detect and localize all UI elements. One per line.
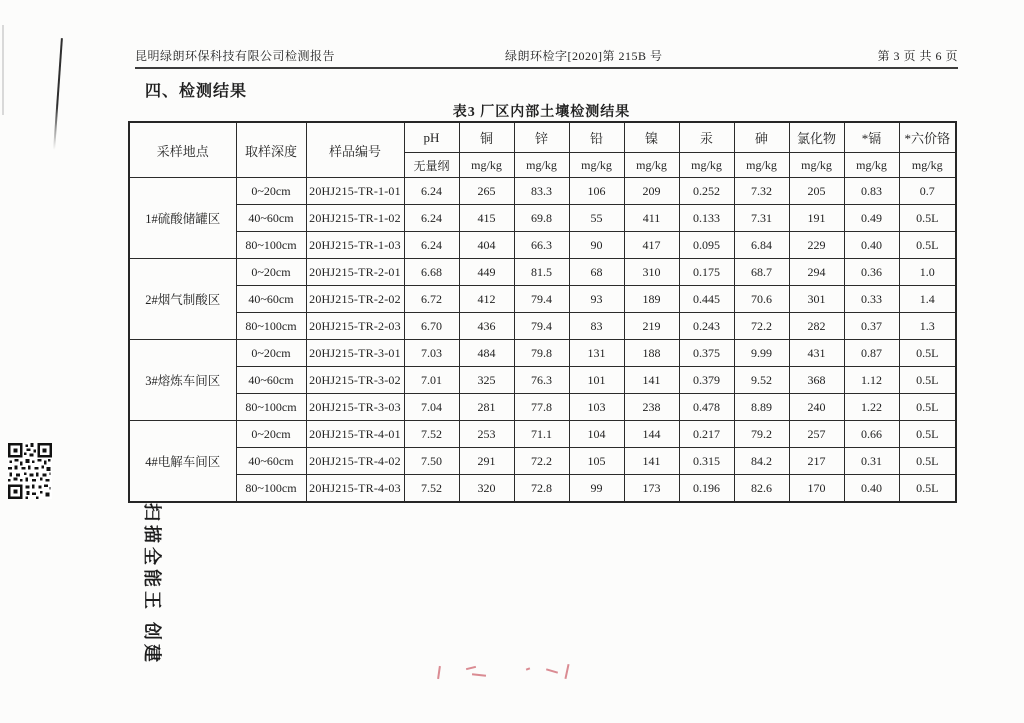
value-cell: 415: [459, 205, 514, 232]
unit-header: mg/kg: [569, 153, 624, 178]
value-cell: 1.3: [899, 313, 956, 340]
value-cell: 83: [569, 313, 624, 340]
column-header: 铅: [569, 122, 624, 153]
value-cell: 0.478: [679, 394, 734, 421]
value-cell: 6.24: [404, 178, 459, 205]
table-row: [129, 475, 956, 503]
page-number: 第 3 页 共 6 页: [877, 49, 958, 63]
depth-cell: 0~20cm: [236, 259, 306, 286]
value-cell: 71.1: [514, 421, 569, 448]
value-cell: 0.5L: [899, 340, 956, 367]
sample-id-cell: 20HJ215-TR-1-03: [306, 232, 404, 259]
sample-id-cell: 20HJ215-TR-2-03: [306, 313, 404, 340]
document-number: 绿朗环检字[2020]第 215B 号: [505, 49, 663, 63]
value-cell: 0.379: [679, 367, 734, 394]
value-cell: 104: [569, 421, 624, 448]
unit-header: mg/kg: [734, 153, 789, 178]
value-cell: 7.01: [404, 367, 459, 394]
value-cell: 0.252: [679, 178, 734, 205]
value-cell: 170: [789, 475, 844, 503]
value-cell: 0.5L: [899, 475, 956, 503]
depth-cell: 40~60cm: [236, 448, 306, 475]
location-cell: 1#硫酸储罐区: [129, 178, 236, 259]
value-cell: 0.40: [844, 232, 899, 259]
value-cell: 281: [459, 394, 514, 421]
sample-id-cell: 20HJ215-TR-4-01: [306, 421, 404, 448]
value-cell: 0.66: [844, 421, 899, 448]
value-cell: 0.095: [679, 232, 734, 259]
depth-cell: 40~60cm: [236, 205, 306, 232]
sample-id-cell: 20HJ215-TR-1-01: [306, 178, 404, 205]
value-cell: 103: [569, 394, 624, 421]
depth-cell: 40~60cm: [236, 286, 306, 313]
value-cell: 310: [624, 259, 679, 286]
value-cell: 449: [459, 259, 514, 286]
value-cell: 0.36: [844, 259, 899, 286]
column-header: 氯化物: [789, 122, 844, 153]
value-cell: 265: [459, 178, 514, 205]
depth-cell: 80~100cm: [236, 475, 306, 503]
value-cell: 79.4: [514, 313, 569, 340]
column-header: pH: [404, 122, 459, 153]
value-cell: 8.89: [734, 394, 789, 421]
value-cell: 257: [789, 421, 844, 448]
value-cell: 7.31: [734, 205, 789, 232]
table-row: [129, 178, 956, 205]
unit-header: mg/kg: [624, 153, 679, 178]
sample-id-cell: 20HJ215-TR-2-02: [306, 286, 404, 313]
report-company-title: 昆明绿朗环保科技有限公司检测报告: [135, 49, 336, 63]
camscanner-watermark-text: 扫描全能王 创建: [142, 503, 162, 667]
value-cell: 99: [569, 475, 624, 503]
value-cell: 90: [569, 232, 624, 259]
value-cell: 0.5L: [899, 394, 956, 421]
qr-code-icon: [8, 443, 52, 499]
value-cell: 0.5L: [899, 232, 956, 259]
column-header: 取样深度: [236, 122, 306, 178]
value-cell: 79.2: [734, 421, 789, 448]
value-cell: 144: [624, 421, 679, 448]
column-header: 铜: [459, 122, 514, 153]
scan-crease-artifact: [53, 38, 62, 150]
scan-edge-artifact: [2, 25, 4, 115]
value-cell: 77.8: [514, 394, 569, 421]
value-cell: 93: [569, 286, 624, 313]
value-cell: 436: [459, 313, 514, 340]
column-header: 镍: [624, 122, 679, 153]
value-cell: 0.37: [844, 313, 899, 340]
value-cell: 301: [789, 286, 844, 313]
value-cell: 238: [624, 394, 679, 421]
value-cell: 1.4: [899, 286, 956, 313]
value-cell: 484: [459, 340, 514, 367]
value-cell: 0.49: [844, 205, 899, 232]
depth-cell: 80~100cm: [236, 313, 306, 340]
value-cell: 0.83: [844, 178, 899, 205]
value-cell: 72.2: [514, 448, 569, 475]
depth-cell: 0~20cm: [236, 178, 306, 205]
value-cell: 0.5L: [899, 448, 956, 475]
table-row: [129, 394, 956, 421]
value-cell: 131: [569, 340, 624, 367]
value-cell: 79.4: [514, 286, 569, 313]
value-cell: 9.99: [734, 340, 789, 367]
value-cell: 0.133: [679, 205, 734, 232]
results-table: [128, 121, 957, 503]
value-cell: 412: [459, 286, 514, 313]
value-cell: 189: [624, 286, 679, 313]
value-cell: 240: [789, 394, 844, 421]
depth-cell: 40~60cm: [236, 367, 306, 394]
column-header: 汞: [679, 122, 734, 153]
value-cell: 0.445: [679, 286, 734, 313]
value-cell: 82.6: [734, 475, 789, 503]
value-cell: 84.2: [734, 448, 789, 475]
location-cell: 4#电解车间区: [129, 421, 236, 503]
value-cell: 191: [789, 205, 844, 232]
value-cell: 76.3: [514, 367, 569, 394]
value-cell: 141: [624, 448, 679, 475]
value-cell: 294: [789, 259, 844, 286]
table-title: 表3 厂区内部土壤检测结果: [452, 105, 631, 120]
value-cell: 188: [624, 340, 679, 367]
column-header: 锌: [514, 122, 569, 153]
red-stamp-marks: [438, 662, 588, 686]
value-cell: 0.175: [679, 259, 734, 286]
table-row: [129, 340, 956, 367]
value-cell: 0.196: [679, 475, 734, 503]
column-header: *镉: [844, 122, 899, 153]
value-cell: 6.24: [404, 205, 459, 232]
value-cell: 141: [624, 367, 679, 394]
value-cell: 72.8: [514, 475, 569, 503]
value-cell: 81.5: [514, 259, 569, 286]
value-cell: 0.375: [679, 340, 734, 367]
value-cell: 209: [624, 178, 679, 205]
value-cell: 6.72: [404, 286, 459, 313]
value-cell: 0.31: [844, 448, 899, 475]
value-cell: 0.243: [679, 313, 734, 340]
value-cell: 411: [624, 205, 679, 232]
value-cell: 6.68: [404, 259, 459, 286]
value-cell: 173: [624, 475, 679, 503]
table-row: [129, 421, 956, 448]
sample-id-cell: 20HJ215-TR-3-03: [306, 394, 404, 421]
value-cell: 9.52: [734, 367, 789, 394]
section-title: 四、检测结果: [145, 83, 248, 100]
table-row: [129, 205, 956, 232]
value-cell: 291: [459, 448, 514, 475]
unit-header: mg/kg: [899, 153, 956, 178]
sample-id-cell: 20HJ215-TR-3-02: [306, 367, 404, 394]
value-cell: 0.40: [844, 475, 899, 503]
value-cell: 320: [459, 475, 514, 503]
value-cell: 0.315: [679, 448, 734, 475]
table-row: [129, 448, 956, 475]
value-cell: 72.2: [734, 313, 789, 340]
value-cell: 253: [459, 421, 514, 448]
depth-cell: 80~100cm: [236, 232, 306, 259]
value-cell: 7.52: [404, 475, 459, 503]
unit-header: mg/kg: [514, 153, 569, 178]
column-header: 砷: [734, 122, 789, 153]
value-cell: 0.7: [899, 178, 956, 205]
column-header: 采样地点: [129, 122, 236, 178]
value-cell: 7.50: [404, 448, 459, 475]
sample-id-cell: 20HJ215-TR-3-01: [306, 340, 404, 367]
value-cell: 7.04: [404, 394, 459, 421]
value-cell: 404: [459, 232, 514, 259]
value-cell: 7.52: [404, 421, 459, 448]
value-cell: 205: [789, 178, 844, 205]
sample-id-cell: 20HJ215-TR-2-01: [306, 259, 404, 286]
value-cell: 1.12: [844, 367, 899, 394]
value-cell: 55: [569, 205, 624, 232]
value-cell: 68.7: [734, 259, 789, 286]
sample-id-cell: 20HJ215-TR-4-03: [306, 475, 404, 503]
value-cell: 66.3: [514, 232, 569, 259]
value-cell: 105: [569, 448, 624, 475]
value-cell: 83.3: [514, 178, 569, 205]
value-cell: 417: [624, 232, 679, 259]
value-cell: 229: [789, 232, 844, 259]
depth-cell: 0~20cm: [236, 340, 306, 367]
value-cell: 0.217: [679, 421, 734, 448]
value-cell: 79.8: [514, 340, 569, 367]
value-cell: 1.0: [899, 259, 956, 286]
unit-header: mg/kg: [679, 153, 734, 178]
sample-id-cell: 20HJ215-TR-4-02: [306, 448, 404, 475]
location-cell: 2#烟气制酸区: [129, 259, 236, 340]
depth-cell: 0~20cm: [236, 421, 306, 448]
value-cell: 282: [789, 313, 844, 340]
unit-header: mg/kg: [459, 153, 514, 178]
value-cell: 69.8: [514, 205, 569, 232]
column-header: *六价铬: [899, 122, 956, 153]
value-cell: 0.5L: [899, 421, 956, 448]
sample-id-cell: 20HJ215-TR-1-02: [306, 205, 404, 232]
value-cell: 325: [459, 367, 514, 394]
value-cell: 6.70: [404, 313, 459, 340]
table-row: [129, 367, 956, 394]
unit-header: mg/kg: [844, 153, 899, 178]
value-cell: 68: [569, 259, 624, 286]
value-cell: 0.87: [844, 340, 899, 367]
unit-header: mg/kg: [789, 153, 844, 178]
value-cell: 219: [624, 313, 679, 340]
unit-header: 无量纲: [404, 153, 459, 178]
location-cell: 3#熔炼车间区: [129, 340, 236, 421]
table-row: [129, 232, 956, 259]
value-cell: 106: [569, 178, 624, 205]
value-cell: 368: [789, 367, 844, 394]
page-header: [135, 47, 958, 69]
value-cell: 0.5L: [899, 367, 956, 394]
column-header: 样品编号: [306, 122, 404, 178]
value-cell: 70.6: [734, 286, 789, 313]
value-cell: 0.33: [844, 286, 899, 313]
value-cell: 7.32: [734, 178, 789, 205]
value-cell: 0.5L: [899, 205, 956, 232]
value-cell: 6.24: [404, 232, 459, 259]
value-cell: 7.03: [404, 340, 459, 367]
depth-cell: 80~100cm: [236, 394, 306, 421]
value-cell: 1.22: [844, 394, 899, 421]
value-cell: 431: [789, 340, 844, 367]
value-cell: 217: [789, 448, 844, 475]
value-cell: 6.84: [734, 232, 789, 259]
table-row: [129, 313, 956, 340]
table-row: [129, 286, 956, 313]
table-head: [129, 122, 956, 178]
table-body: [129, 178, 956, 503]
value-cell: 101: [569, 367, 624, 394]
table-row: [129, 259, 956, 286]
